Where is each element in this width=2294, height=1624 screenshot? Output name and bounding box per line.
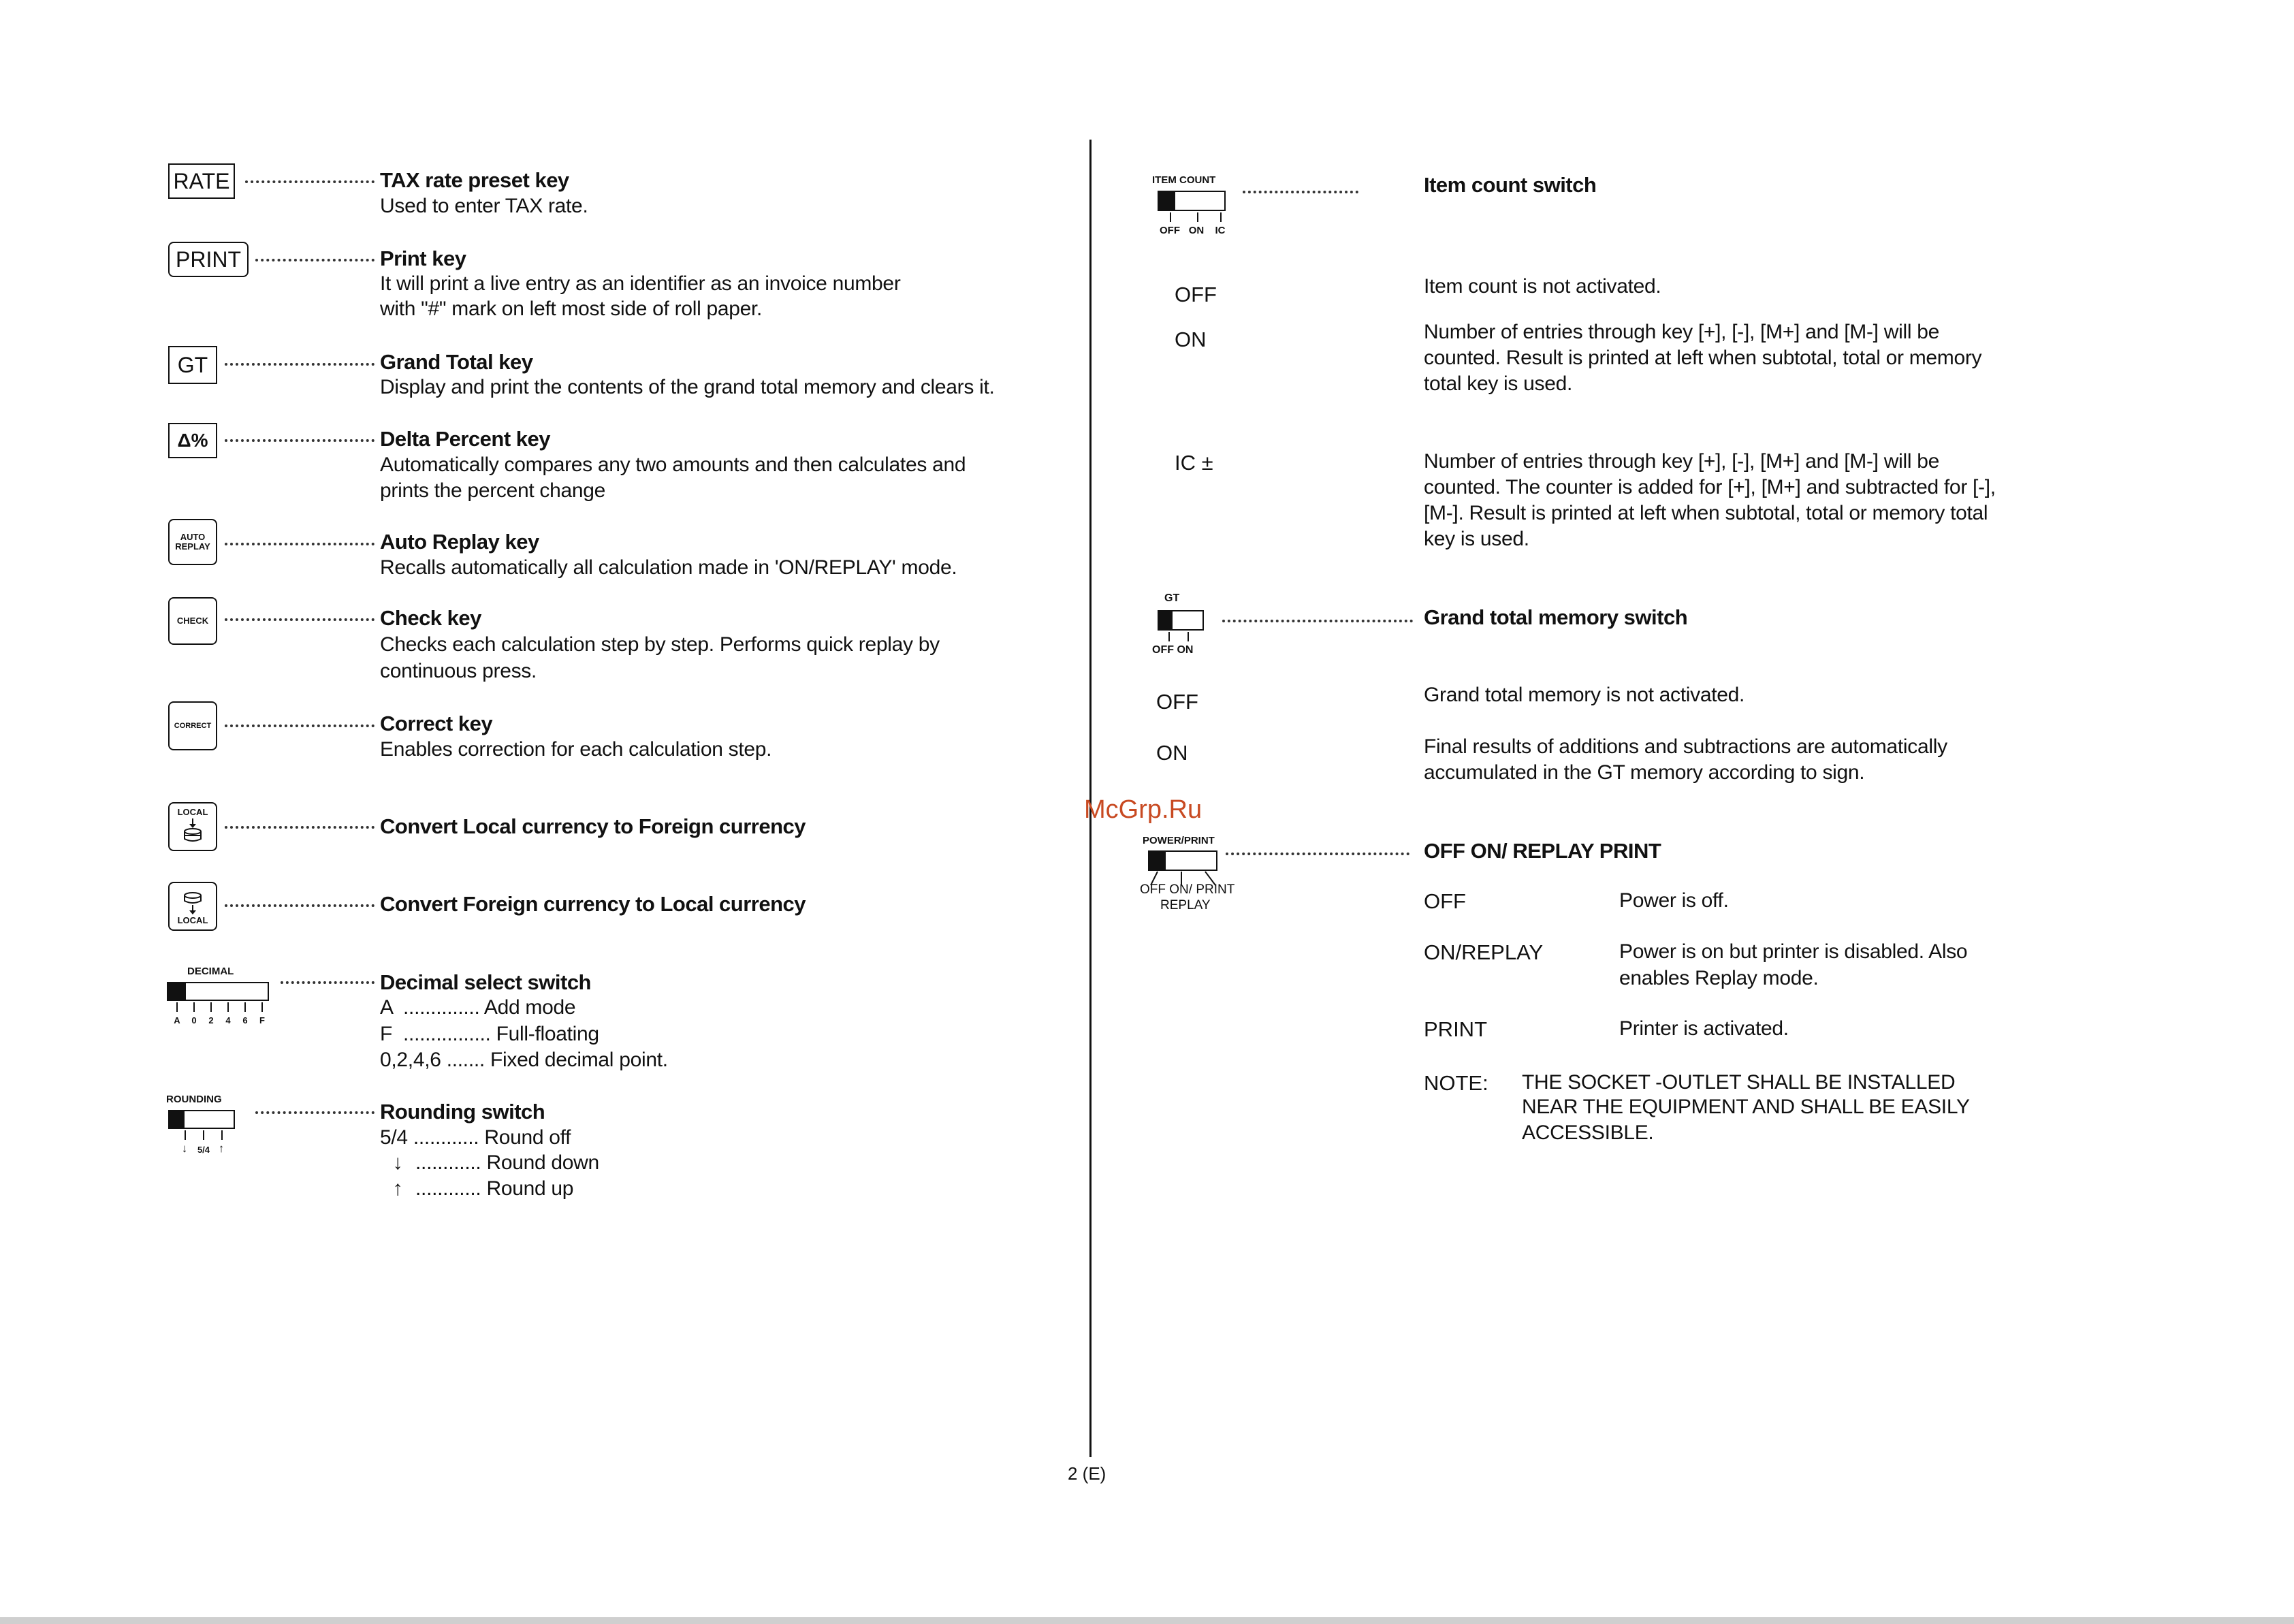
- item-count-position-label: OFF: [1160, 225, 1180, 236]
- item-count-on-desc-3: total key is used.: [1424, 372, 1573, 395]
- power-row-print-value: Printer is activated.: [1619, 1017, 1789, 1040]
- gt-switch-positions: OFF ON: [1152, 644, 1194, 656]
- print-desc-2: with "#" mark on left most side of roll paper.: [380, 298, 763, 320]
- rounding-switch-knob: [168, 1110, 185, 1129]
- leader-dots: [225, 826, 375, 829]
- check-desc-2: continuous press.: [380, 660, 537, 682]
- rounding-title: Rounding switch: [380, 1100, 545, 1124]
- decimal-position-label: 4: [225, 1015, 231, 1025]
- check-desc-1: Checks each calculation step by step. Performs quick replay by: [380, 633, 940, 656]
- foreign-to-local-title: Convert Foreign currency to Local currency: [380, 892, 806, 916]
- check-title: Check key: [380, 606, 481, 630]
- leader-dots: [281, 981, 375, 984]
- decimal-position-label: 2: [208, 1015, 214, 1025]
- decimal-position-label: 6: [242, 1015, 248, 1025]
- gt-switch-label: GT: [1164, 592, 1180, 604]
- item-count-ic-desc-2: counted. The counter is added for [+], [M+] and subtracted for [-],: [1424, 476, 1996, 498]
- power-title: OFF ON/ REPLAY PRINT: [1424, 839, 1661, 863]
- gt-switch-title: Grand total memory switch: [1424, 605, 1688, 629]
- check-key-icon: CHECK: [168, 597, 217, 645]
- local-to-foreign-key-icon: LOCAL: [168, 802, 217, 851]
- print-desc-1: It will print a live entry as an identifier as an invoice number: [380, 272, 901, 295]
- item-count-off-desc: Item count is not activated.: [1424, 275, 1661, 298]
- item-count-switch-label: ITEM COUNT: [1152, 174, 1216, 186]
- decimal-title: Decimal select switch: [380, 970, 591, 994]
- power-switch-replay-label: REPLAY: [1160, 898, 1211, 912]
- foreign-to-local-key-icon: LOCAL: [168, 882, 217, 931]
- leader-dots: [225, 618, 375, 621]
- decimal-row-f: F ................ Full-floating: [380, 1023, 599, 1045]
- leader-dots: [255, 259, 375, 261]
- note-line-2: NEAR THE EQUIPMENT AND SHALL BE EASILY: [1522, 1096, 1970, 1118]
- item-count-ic-desc-1: Number of entries through key [+], [-], [M+] and [M-] will be: [1424, 450, 1940, 473]
- gt-on-desc-1: Final results of additions and subtractions are automatically: [1424, 735, 1947, 758]
- auto-replay-key-icon: AUTO REPLAY: [168, 519, 217, 565]
- rounding-position-label: ↑: [218, 1142, 225, 1155]
- leader-dots: [255, 1111, 375, 1114]
- note-label: NOTE:: [1424, 1071, 1488, 1095]
- decimal-row-fixed: 0,2,4,6 ....... Fixed decimal point.: [380, 1049, 668, 1071]
- item-count-title: Item count switch: [1424, 173, 1597, 197]
- decimal-position-label: 0: [191, 1015, 197, 1025]
- rounding-switch-label: ROUNDING: [166, 1094, 222, 1105]
- leader-dots: [245, 180, 375, 183]
- note-line-1: THE SOCKET -OUTLET SHALL BE INSTALLED: [1522, 1071, 1956, 1094]
- note-line-3: ACCESSIBLE.: [1522, 1121, 1654, 1144]
- gt-on-label: ON: [1156, 741, 1188, 765]
- decimal-switch-label: DECIMAL: [187, 966, 234, 977]
- coin-stack-icon: [176, 817, 210, 844]
- rounding-position-label: ↓: [181, 1142, 188, 1155]
- delta-desc-2: prints the percent change: [380, 479, 606, 502]
- gt-title: Grand Total key: [380, 350, 533, 374]
- item-count-switch-knob: [1158, 191, 1175, 211]
- power-row-onreplay-key: ON/REPLAY: [1424, 940, 1544, 964]
- item-count-position-label: ON: [1188, 225, 1205, 236]
- correct-key-icon: CORRECT: [168, 701, 217, 750]
- leader-dots: [225, 725, 375, 727]
- power-row-print-key: PRINT: [1424, 1017, 1487, 1041]
- power-row-onreplay-value-1: Power is on but printer is disabled. Also: [1619, 940, 1968, 963]
- item-count-position-label: IC: [1215, 225, 1226, 236]
- leader-dots: [225, 543, 375, 545]
- gt-switch-knob: [1158, 610, 1173, 631]
- item-count-on-desc-2: counted. Result is printed at left when subtotal, total or memory: [1424, 347, 1982, 369]
- decimal-position-label: A: [174, 1015, 180, 1025]
- item-count-on-desc-1: Number of entries through key [+], [-], [M+] and [M-] will be: [1424, 321, 1940, 343]
- rounding-row-down: ↓ ............ Round down: [392, 1151, 599, 1174]
- gt-on-desc-2: accumulated in the GT memory according to sign.: [1424, 761, 1865, 784]
- gt-key-icon: GT: [168, 346, 217, 384]
- watermark: McGrp.Ru: [1084, 795, 1202, 824]
- delta-title: Delta Percent key: [380, 427, 550, 451]
- gt-off-label: OFF: [1156, 690, 1198, 714]
- coin-stack-icon: [176, 891, 210, 916]
- bottom-bar: [0, 1617, 2294, 1624]
- decimal-position-label: F: [259, 1015, 265, 1025]
- rounding-row-off: 5/4 ............ Round off: [380, 1126, 571, 1149]
- item-count-ic-label: IC ±: [1175, 451, 1213, 475]
- item-count-on-label: ON: [1175, 328, 1207, 351]
- power-switch-knob: [1148, 850, 1166, 871]
- leader-dots: [1222, 620, 1413, 622]
- rate-desc: Used to enter TAX rate.: [380, 195, 588, 217]
- power-switch-label: POWER/PRINT: [1143, 835, 1215, 846]
- correct-desc: Enables correction for each calculation step.: [380, 738, 772, 761]
- power-row-off-key: OFF: [1424, 889, 1466, 913]
- rate-key-icon: RATE: [168, 163, 235, 199]
- decimal-switch-knob: [167, 982, 186, 1001]
- auto-replay-title: Auto Replay key: [380, 530, 539, 554]
- decimal-row-a: A .............. Add mode: [380, 996, 576, 1019]
- power-switch-positions: OFF ON/ PRINT: [1140, 882, 1235, 897]
- gt-off-desc: Grand total memory is not activated.: [1424, 684, 1745, 706]
- leader-dots: [225, 363, 375, 366]
- auto-replay-desc: Recalls automatically all calculation made in 'ON/REPLAY' mode.: [380, 556, 957, 579]
- rate-title: TAX rate preset key: [380, 168, 569, 192]
- item-count-off-label: OFF: [1175, 283, 1217, 306]
- print-key-icon: PRINT: [168, 242, 249, 277]
- power-row-onreplay-value-2: enables Replay mode.: [1619, 967, 1819, 989]
- item-count-ic-desc-4: key is used.: [1424, 528, 1529, 550]
- delta-percent-key-icon: Δ%: [168, 423, 217, 458]
- leader-dots: [225, 904, 375, 907]
- rounding-row-up: ↑ ............ Round up: [392, 1177, 574, 1200]
- leader-dots: [225, 439, 375, 442]
- leader-dots: [1226, 853, 1409, 855]
- rounding-position-label: 5/4: [197, 1145, 210, 1155]
- item-count-ic-desc-3: [M-]. Result is printed at left when subtotal, total or memory total: [1424, 502, 1988, 524]
- correct-title: Correct key: [380, 712, 493, 735]
- gt-desc: Display and print the contents of the grand total memory and clears it.: [380, 376, 995, 398]
- delta-desc-1: Automatically compares any two amounts and then calculates and: [380, 453, 966, 476]
- local-to-foreign-title: Convert Local currency to Foreign currency: [380, 814, 806, 838]
- print-title: Print key: [380, 246, 466, 270]
- leader-dots: [1243, 191, 1358, 193]
- power-row-off-value: Power is off.: [1619, 889, 1729, 912]
- page-number: 2 (E): [1068, 1463, 1106, 1484]
